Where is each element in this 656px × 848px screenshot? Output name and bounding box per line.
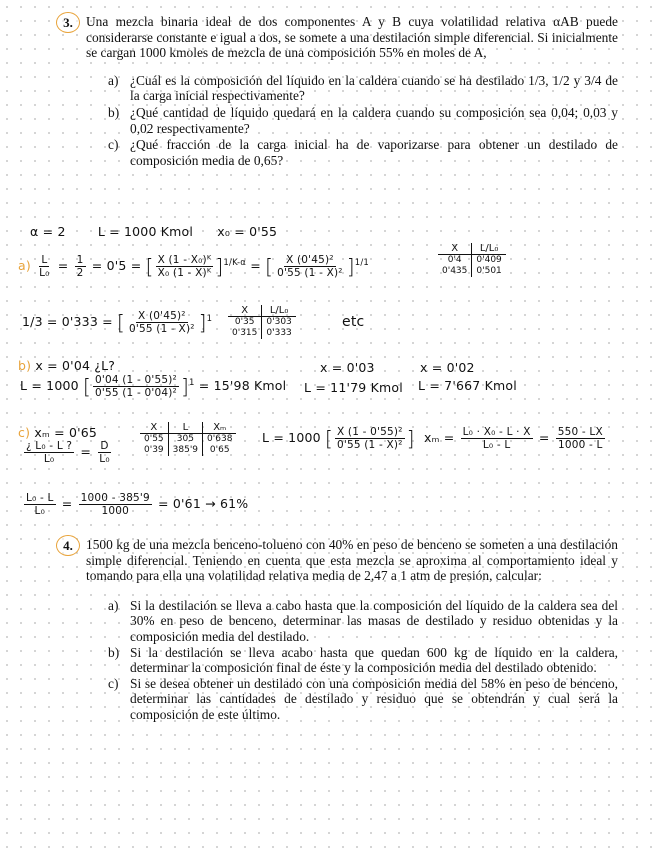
hw-part-c-line-1 xyxy=(18,425,97,440)
hw-part-c-mean xyxy=(424,426,607,451)
hw-part-c-label: c) xyxy=(18,425,31,440)
fraction-numerator: D xyxy=(100,440,109,452)
hw-part-b-result-3: L = 7'667 Kmol xyxy=(418,378,517,393)
problem-4-item-b xyxy=(108,645,618,676)
hw-alpha: α = 2 xyxy=(30,224,66,239)
fraction-denominator: 0'55 (1 - X)² xyxy=(277,267,343,279)
item-label: a) xyxy=(108,597,119,613)
item-label: b) xyxy=(108,104,120,120)
problem-4-statement: 1500 kg de una mezcla benceno-tolueno con 40% en peso de benceno se someten a una destilación simple diferencial. Teniendo en cuenta que esta mezcla se aproxima al comportamiento ideal y tomando para ella una volatilidad relativa media de 2,47 a 1 atm de presión, calcular: xyxy=(86,537,618,584)
table-header: X xyxy=(228,305,262,317)
hw-part-b-x2: x = 0'03 xyxy=(320,360,375,375)
table-cell: 0'638 xyxy=(203,434,237,446)
table-row xyxy=(140,422,236,434)
hw-table-part-a xyxy=(438,243,506,277)
problem-3-items xyxy=(108,73,618,169)
fraction-denominator: 0'55 (1 - X)² xyxy=(129,323,195,335)
problem-3-item-b xyxy=(108,105,618,136)
hw-part-b-initial: L = 1000 xyxy=(20,378,79,393)
table-cell: 385'9 xyxy=(168,445,202,456)
hw-fraction-third xyxy=(127,310,197,335)
hw-part-b-given: x = 0'04 ¿L? xyxy=(35,358,116,373)
table-cell: 0'39 xyxy=(144,445,164,455)
hw-table-part-c xyxy=(140,422,236,456)
hw-table-part-a-2 xyxy=(228,305,296,339)
table-header: X xyxy=(140,422,168,434)
fraction-numerator: 1000 - 385'9 xyxy=(80,492,150,504)
hw-fraction-L-over-L0 xyxy=(37,254,51,279)
exponent: 1/1 xyxy=(354,257,370,268)
hw-fraction-half xyxy=(75,254,86,279)
hw-part-b-line-1 xyxy=(18,358,115,373)
table-cell: 0'303 xyxy=(262,317,296,329)
table-cell: 0'333 xyxy=(262,328,296,339)
table-header: L/L₀ xyxy=(262,305,296,317)
table-row xyxy=(438,243,506,255)
table-header: L xyxy=(168,422,202,434)
fraction-numerator: ¿ L₀ - L ? xyxy=(26,440,73,452)
table-cell: 0'55 xyxy=(144,434,164,444)
fraction-denominator: L₀ xyxy=(39,267,50,279)
table-header: Xₘ xyxy=(203,422,237,434)
equals-sign: = xyxy=(250,258,261,273)
problem-4-items xyxy=(108,598,618,723)
hw-initial-composition: x₀ = 0'55 xyxy=(217,224,278,239)
exponent: 1/K-α xyxy=(223,257,247,268)
fraction-denominator: L₀ xyxy=(34,505,46,517)
table-cell: 0'435 xyxy=(442,266,468,276)
equals-sign: = xyxy=(80,444,92,459)
equals-sign: = xyxy=(57,258,69,273)
hw-xm-label: xₘ = xyxy=(424,430,455,445)
fraction-denominator: 0'55 (1 - X)² xyxy=(337,439,403,451)
table-row xyxy=(228,328,296,339)
hw-final-fraction-result: = 0'61 → 61% xyxy=(158,496,249,511)
table-cell: 0'315 xyxy=(232,328,258,338)
hw-fraction-final-2 xyxy=(79,492,152,517)
hw-part-b-x3: x = 0'02 xyxy=(420,360,475,375)
fraction-numerator: X (1 - 0'55)² xyxy=(337,426,403,438)
table-row xyxy=(140,445,236,456)
table-cell: 0'35 xyxy=(234,317,255,327)
hw-part-b-label: b) xyxy=(18,358,32,373)
hw-part-a-label: a) xyxy=(18,258,31,273)
hw-fraction-mean-2 xyxy=(556,426,605,451)
fraction-denominator: L₀ - L xyxy=(482,439,511,451)
problem-3-item-a xyxy=(108,73,618,104)
problem-4-item-c xyxy=(108,676,618,723)
hw-fraction-final xyxy=(24,492,56,517)
fraction-denominator: 1000 - L xyxy=(557,439,603,451)
item-label: b) xyxy=(108,644,120,660)
exponent: 1 xyxy=(188,377,195,388)
table-row xyxy=(438,255,506,267)
hw-part-b-line-2: L = 1000 [ $\frac{\text{0'04 (1 - 0'55)²}}{\text{0'55 (1 - 0'04)²}}$ ]$^1$ = 15'98 Kmol xyxy=(20,374,287,399)
hw-fraction-mean xyxy=(461,426,533,451)
hw-part-b-result-1: = 15'98 Kmol xyxy=(198,378,287,393)
table-row xyxy=(140,434,236,446)
table-cell: 0'409 xyxy=(472,255,506,267)
equals-sign: = xyxy=(538,430,550,445)
fraction-numerator: X (1 - X₀)ᴷ xyxy=(157,254,212,266)
problem-4-number: 4. xyxy=(56,535,80,556)
fraction-denominator: 1000 xyxy=(101,505,129,517)
hw-part-c-line-2 xyxy=(22,440,114,465)
hw-third-value: 1/3 = 0'333 = xyxy=(22,314,113,329)
item-text: Si se desea obtener un destilado con una composición media del 58% en peso de benceno, determinar las cantidades de destilado y residuo que se obtendrán y cual será la composición de este último. xyxy=(130,675,618,722)
problem-3 xyxy=(56,14,618,169)
table-row xyxy=(228,305,296,317)
fraction-numerator: 1 xyxy=(76,254,84,266)
hw-etc: etc xyxy=(342,314,365,330)
hw-part-c-initial: L = 1000 xyxy=(262,430,321,445)
fraction-numerator: L xyxy=(41,254,48,266)
item-text: ¿Qué fracción de la carga inicial ha de vaporizarse para obtener un destilado de composición media de 0,65? xyxy=(130,137,618,168)
item-text: ¿Cuál es la composición del líquido en la caldera cuando se ha destilado 1/3, 1/2 y 3/4 de la carga inicial respectivamente? xyxy=(130,72,618,104)
item-text: Si la destilación se lleva a cabo hasta que la composición del líquido de la caldera sea del 30% en peso de benceno, determinar las masas de destilado y residuo obtenidas y la composición media del destilado. xyxy=(130,597,618,644)
table-cell: 0'501 xyxy=(472,266,506,277)
fraction-denominator: L₀ xyxy=(43,453,55,465)
fraction-numerator: 550 - LX xyxy=(557,426,603,438)
fraction-numerator: 0'04 (1 - 0'55)² xyxy=(95,374,177,386)
fraction-denominator: X₀ (1 - X)ᴷ xyxy=(157,267,212,279)
hw-fraction-general xyxy=(156,254,214,279)
fraction-denominator: 2 xyxy=(76,267,84,279)
table-row xyxy=(438,266,506,277)
hw-part-b-result-2: L = 11'79 Kmol xyxy=(304,380,403,395)
problem-3-statement: Una mezcla binaria ideal de dos componentes A y B cuya volatilidad relativa αAB puede considerarse constante e igual a dos, se somete a una destilación simple diferencial. Si inicialmente se cargan 1000 kmoles de mezcla de una composición 55% en moles de A, xyxy=(86,14,618,61)
hw-given xyxy=(30,224,277,239)
fraction-numerator: L₀ · X₀ - L · X xyxy=(462,426,531,438)
hw-initial-load: L = 1000 Kmol xyxy=(97,224,194,239)
problem-4-item-a xyxy=(108,598,618,645)
hw-part-c-result xyxy=(22,492,248,517)
hw-fraction-part-c xyxy=(335,426,405,451)
item-text: Si la destilación se lleva acabo hasta que quedan 600 kg de líquido en la caldera, determinar la composición final de éste y la composición media del destilado obtenido. xyxy=(130,644,618,676)
hw-fraction-D xyxy=(97,440,111,465)
fraction-numerator: X (0'45)² xyxy=(138,310,186,322)
exponent: 1 xyxy=(206,313,213,324)
item-label: c) xyxy=(108,137,119,153)
table-cell: 0'4 xyxy=(447,255,462,265)
hw-part-c-equation: L = 1000 [ $\frac{\text{X (1 - 0'55)²}}{\text{0'55 (1 - X)²}}$ ] xyxy=(262,426,415,451)
hw-part-a-line-1: a) $\frac{L}{\text{L₀}}$ = $\frac{1}{2}$ = 0'5 = [ $\frac{\text{X (1 - X₀)ᴷ}}{\text{X₀ (1 - X)ᴷ}}$ ]$^{1/K-\alpha}$ = [ $\frac{\text{X (0'45)²}}{\text{0'55 (1 - X)²}}$ ]$^{1/1}$ xyxy=(18,254,370,279)
hw-fraction-question xyxy=(24,440,74,465)
fraction-denominator: L₀ xyxy=(99,453,110,465)
fraction-numerator: L₀ - L xyxy=(26,492,54,504)
problem-3-number: 3. xyxy=(56,12,80,33)
table-header: L/L₀ xyxy=(472,243,506,255)
hw-fraction-part-b xyxy=(93,374,179,399)
table-row xyxy=(228,317,296,329)
table-cell: 0'65 xyxy=(203,445,237,456)
hw-value-half: = 0'5 = xyxy=(91,258,142,273)
item-text: ¿Qué cantidad de líquido quedará en la caldera cuando su composición sea 0,04; 0,03 y 0,02 respectivamente? xyxy=(130,104,618,136)
hw-part-c-target: xₘ = 0'65 xyxy=(34,425,98,440)
table-cell: 305 xyxy=(168,434,202,446)
fraction-denominator: 0'55 (1 - 0'04)² xyxy=(95,387,177,399)
table-header: X xyxy=(438,243,472,255)
item-label: c) xyxy=(108,675,119,691)
problem-3-item-c xyxy=(108,137,618,168)
problem-4 xyxy=(56,537,618,723)
item-label: a) xyxy=(108,72,119,88)
hw-fraction-substituted xyxy=(275,254,345,279)
fraction-numerator: X (0'45)² xyxy=(286,254,334,266)
equals-sign: = xyxy=(61,496,73,511)
hw-part-a-line-2: 1/3 = 0'333 = [ $\frac{\text{X (0'45)²}}{\text{0'55 (1 - X)²}}$ ]$^1$ xyxy=(22,310,213,335)
